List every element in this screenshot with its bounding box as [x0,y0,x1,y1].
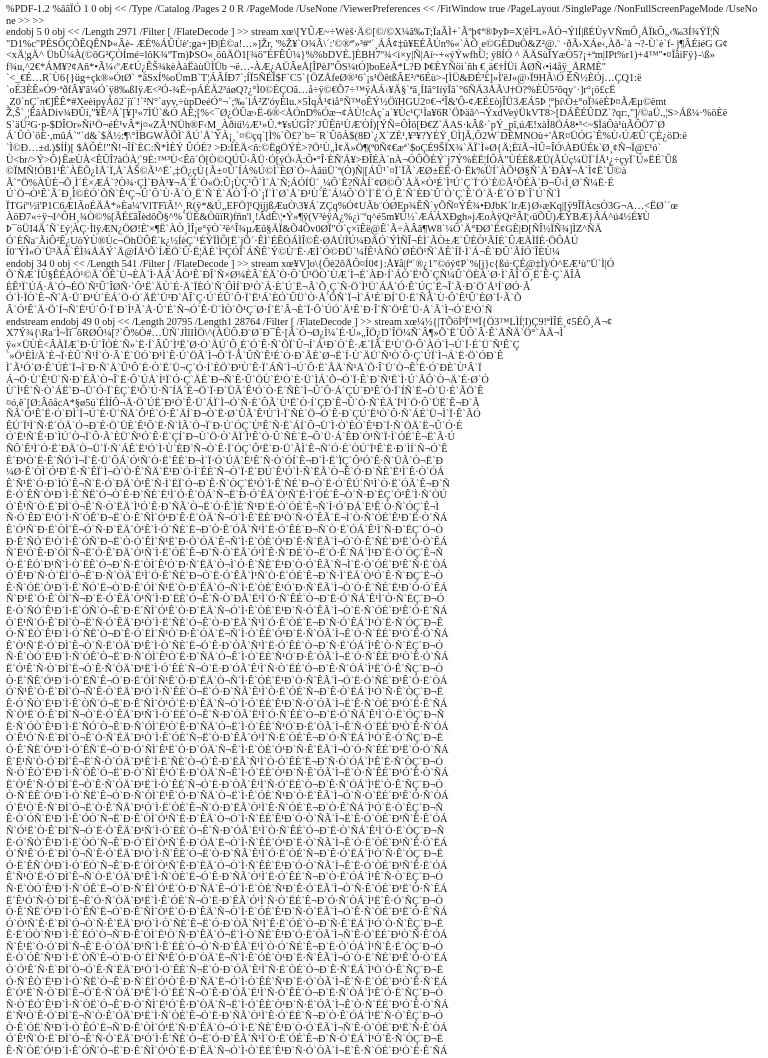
raw-text-line: %PDF-1.2 %âãÏÓ 1 0 obj << /Type /Catalog /Pages 2 0 R /PageMode /UseNone /ViewerPreferences << /FitWindow true /PageLayout /SinglePage /NonFullScreenPageMode /UseNone >> >> [6,4,758,27]
raw-text-line: Ó`ÈÑa¨ÃiÔ²Ê¿UòÝÙ®Ùc¬ÖhÜÔË`k¿½ÍèÇ`¹ÉÝÏÌÔ[Ë`jÕ´·ÊÌ`ÉÊÓÁÌÎ©Ê·ØÅÙÌÚ¼ÐÅÓ`ÝÌÑÎ¬ÈÌ`ÃÒ±Æ`ÛÈÒ¹ÃÍÉ`ÛÆÄÌÏÈ·ÖÔÅÚ [6,235,579,247]
raw-text-line: Ñ·Ò`ËÓ`Ê¹Ð`Ì·Ñ`ÒË`Ó¬Ê`Ð·Ò`ÑÌ`Ë¹Ó`Ê·Ð`ÒÄ`Ñ¬Ë`Ì·Ó`ÊÈ`Ò¹Ð`Ñ·Ë`ÓÃ`Ì¬Ê`Ò·Ñ`ËÉ`Ð¹Ó`Ê·Ò`ÑÁ [6,999,449,1011]
raw-text-line: Ë·Ò`ÓÊ`Ñ¹Ð`Ì·Ë`ÒÑ`Ê¬Ó`Ð·Ò`ËÌ`Ñ¹Ê`Ó·Ð`ÒÄ`Ë¬Ñ`Ì·Ê`ÓÈ`Ò¹Ð`Ë·Ñ`ÊÃ`Ì¬Ó`Ò·Ë`ÑÉ`Ð¹Ê`Ó·Ò`ËÁ [6,953,448,965]
raw-text-line: ÑÔ`Ê¹Ì`Ó·Ë`ÐÄ`Ò¬Ü`Ï·Ñ`ÁÊ`Ë¹Ó`Ì·Ù`ÈÐ`Ñ¬Ò`Ê·Ï`ÓÇ`Ô¹Ë`Ð·Ü`ÃÌ`Ê¬Ñ`Ó·É`ÒÚ`Ï¹Ê`Ë·Ð`ÌÍ`Ñ¬Ó`Ê [6,443,448,455]
raw-text-line: `<_€É…R`Ù6{}üg+çk®»ÓtØ` *ãSxÍ%oÜmB`T¦ÁÂÍÐ7`;ÍÏ5ÑÉÏ$F`C5`{ÖZÅfeØ®¹6`¡s¹ÖêtßÂE²/ª6Éù>-[ÌÜ&ÐÉ³£]»Ì'ëJ«@›Ï9HÃ\Ó ÉÑ½ÈÓj…ÇQ1:ë [6,73,642,85]
raw-text-line: Ò·Ê`ÑË`Ó¹Ð`Ì·Ò`ÊÑ`Ë¬Ó`Ð·Ê`ÑÌ`Ò¹Ë`Ó·Ð`ÊÄ`Ñ¬Ò`Ì·Ë`ÓÈ`Ê¹Ð`Ñ·Ò`ËÃ`Ì¬Ó`Ê·Ñ`ÒÉ`Ð¹Ë`Ó·Ê`ÑÁ [6,907,448,919]
raw-text-line: ©ÏMÑ!ÓB1¹Ê`ÀËÕ¿ÌÅ`Ï,Å`ÅŠ©Ã¹^Ë´,‡Ö¿çÙ{Ã±¤Ú`ÍÁ%Ú©Ì`ÈØ`Ó~ÀâüÜ`ª(Ò)Ñ|[ÁÛ¹`¤Ï`ÏÃ`ÆØ±ËÊ·Ò·Ëk%ÜÍ`ÀÕ¹Ø§Ñ`Ä´ÐÀ¥¬Å`Ì¢Ë`Û©à [6,166,627,178]
raw-text-line: Ò·Ñ`ËÊ`Ó¹Ð`Ì·Ò`ÑË`Ê¬Ó`Ð·Ñ`ÒÌ`Ë¹Ê`Ó·Ð`ÑÄ`Ò¬Ë`Ì·Ê`ÓÈ`Ñ¹Ð`Ò·Ë`ÊÃ`Ì¬Ó`Ñ·Ò`ËÉ`Ð¹Ê`Ó·Ñ`ÒÁ [6,791,449,803]
raw-text-line: ÑÃ`Ò¹Ê`Ë·Ó`ÐÌ`Ï¬Ú`È·Ü`ÑÅ`Ô¹É`Ó·Ê`ÄÍ`Ð¬Ò`Ë·Ø`ÛÃ`Ê¹Ù`Ì·Ï`ÑÈ`Ö¬Ó`Ê·Ð`ÇÚ`Ë¹Ò`Ô·Ñ`ÁÉ`Ü¬Ì`Ï·Ê`ÃÓ [6,409,481,421]
raw-text-line: Þ¯öÜI4Ä´Ñ`£ý¦ÀÇ·ÌlÿÆN¿ÖØ!È'×¶Ë`ÀÒ¸ÌÎ¡e°ÿÒ`²ë^Î¾µÆû§ÄÏ&Õ4Õv0ØÏ"Ò`ç×ïÊë@Ê`Ã÷ÀÂã¶W8`¼Ô`Ä°ÐØ`Ë¢GÈ|Ð[ÑÎ½ÏÑ¾]ÌZ^ÑÄ [6,223,602,235]
raw-text-line: È`Ð¹Ò`Ë·Ê`ÑÓ`Ì¬Ï`Ê·Ü`ÔÁ`Ó¹Ñ`Ò·Ë`ÊÈ`Ð¬Ì`Ï·Ó`ÚÄ`Ë¹Ê`Ñ·Ò`ÓÍ`Ê¬Ð`Ì·Ë`ÏÇ`Ô¹Ó`Ê·Ñ`ÜÃ`Ò¬Ë`Ð [6,455,443,467]
raw-text-line: Ò`Ê¹Ó`Ñ·Ë`ÐÌ`Ò¬Ê`Ó·Ñ`ËÄ`Ð¹Ò`Ì·Ê`ÓÈ`Ñ¬Ë`Ò·Ð`ÊÃ`Ó¹Ì`Ñ·Ë`ÒÉ`Ê¬Ð`Ó·Ñ`ËÁ`Ì¹Ò`Ê·Ó`ÑÇ`Ð¬Ë [6,733,443,745]
raw-text-line: endobj 34 0 obj << /Length 541 /Filter [ /FlateDecode ] >> stream xœ¥V]o\{Ôè2ôÅÔ¤Í0¢}:Å¥å|fª`®¿1"©óý¢P`%[j}c{ßú·ÇÉ@‡Ì)/Ò^EÆ¹ù"Ü`Ì|Ó [6,258,615,270]
raw-text-line: `Ì©Ð…±d.)$ÍÍ)[ $ÅÔÉ!"Ñ!¬ÎÍ`ÈC:Ñ*ÌÈÝ ÛÓÉ? >Ð:ÍÈÄ<ñ:©ËgÖÝÈ>?Ö¹Ù„Ì¢Ä»Ö¶(ª0Ñ¢€æª`$oÇÉ9ŠÏX¾`ÄÏ`Ì»Ø{Ä;ÈïÃ¬ÌÛ=ÎÓ\ÀÐÜÉk`Ø¸¢Ñ¬Ï@£¹ó` [6,142,661,154]
raw-text-line: endstream endobj 49 0 obj << /Length 20795 /Length1 28764 /Filter [ /FlateDecode ] >> stream xœ¼½{|TÕöÏ³Ï™Ï{Ö3™LÌÍ¦I)Ç9!ªÌÎÉ¸¢5ÉÔ¸Ä¬¢ [6,316,613,328]
raw-text-line: Ê`Ò¹Ñ`Ë·Ó`ÐÌ`Ê¬Ò`Ñ·Ë`ÓÄ`Ð¹Ê`Ì·Ò`ÑÈ`Ë¬Ó`Ê·Ð`ÒÃ`Ñ¹Ì`Ë·Ó`ÊÉ`Ò¬Ð`Ñ·Ë`ÓÁ`Ì¹Ê`Ò·Ñ`ËÇ`Ð¬Ó [6,640,443,652]
raw-text-line: Ê·Ë`ÓÒ`Ñ¹Ð`Ì·Ê`ËÓ`Ò¬Ñ`Ð·Ê`ÓÌ`Ë¹Ò`Ñ·Ð`ÊÄ`Ó¬Ë`Ì·Ò`ÑÈ`Ê¹Ð`Ó·Ë`ÒÃ`Ì¬Ñ`Ê·Ó`ËÉ`Ð¹Ò`Ñ·Ê`ÓÁ [6,930,448,942]
raw-text-line: Ñ·Ò`ÊÓ`Ë¹Ð`Ì·Ñ`ÒÊ`Ó¬Ë`Ð·Ò`ÑÌ`Ê¹Ó`Ë·Ð`ÒÄ`Ñ¬Ê`Ì·Ó`ËÈ`Ò¹Ð`Ñ·Ê`ÓÃ`Ì¬Ë`Ò·Ñ`ÊÉ`Ð¹Ó`Ë·Ò`ÑÁ [6,768,449,780]
raw-text-line: Ë`Ó¹Ê`Ñ·Ò`ÐÌ`Ë¬Ó`Ê·Ñ`ÒÄ`Ð¹Ë`Ì·Ó`ÊÈ`Ñ¬Ò`Ë·Ð`ÓÃ`Ê¹Ì`Ñ·Ò`ËÉ`Ó¬Ð`Ê·Ñ`ÒÁ`Ì¹Ë`Ó·Ê`ÑÇ`Ð¬Ò [6,663,443,675]
raw-text-line: Ó`Ë¹Ò`Ê·Ñ`ÐÌ`Ó¬Ë`Ò·Ê`ÑÄ`Ð¹Ó`Ì·Ë`ÒÈ`Ê¬Ñ`Ó·Ð`ËÃ`Ò¹Ì`Ê·Ñ`ÓÉ`Ë¬Ð`Ò·Ê`ÑÁ`Ì¹Ó`Ë·Ò`ÊÇ`Ð¬Ñ [6,802,443,814]
raw-text-line: ÿ«×ÜÙÈ<ÂÀÏÆ`Ð·Ù`ÎÒÉ`Ñ»`Ë·Í`ÂÛ`Ì¹Ë`Ø·Ò`ÄÚ`Ô¸È`Ó`Ê·Ñ`ÕÏ`Û¬Í`Á¹Ð`Ò`Ê·Æ`ÏÃ`Ë¹Ù`Ö·Ô`ÀÓ`Ì¬Ú`Ï·É`Ü`Ñ¹Ê`Ç [6,339,520,351]
raw-text-line: ÈÊ¹Ï`ÚÁ·Å`Ó¬ÉÖ`Ñ¹Û`ÎØÑ·`Ô¹Ë`ÄÙ`É·Ä`ÏÈÓ`Ñ`ÔÌÍ`Ð¹Ò`Á·È`Ú`Ë¬Ã`Õ¸Ç`Ñ·Ö`Ì¹Ü`ÁÅ`Ó·Ê`ÚÇ`Ë¬Î`Ã·Ð`Ö`Å¹Í`ØÓ·Ã [6,281,531,293]
raw-text-line: Ù`Ì¹Ê`Ñ·Ò`ÁË`Ð¬Ü`Ó·Ï`ÈÇ`Ë¹Ô`Ú·Ñ`ÍÄ`É¬Ö`Ï·Ð`ÜÃ`Ê¹Ó`Ò·Ë`ÑÈ`Ì¬Û`Ô·Á`ÇÙ`Ð¹Ê`Ó·Ï`ÍÑ`Ë¬Ò`Ü·É`ÃÖ`Ê [6,386,484,398]
raw-text-line: Ñ·Ó`ÊÐ`Ë¹Ò`Ì·Ñ`ÓÊ`Ð¬Ë`Ò·Ê`ÑÌ`Ó¹Ð`Ê·Ë`ÒÄ`Ñ¬Ó`Ì·Ê`ËÈ`Ð¹Ò`Ñ·Ó`ÊÃ`Ë¬Ì`Ò·Ñ`ÓÉ`Ê¹Ð`Ë·Ò`ÑÁ [6,513,448,525]
raw-text-line: ¤ó,ê`[Ø:ÂõåcA*§ø5ú`ÉÌÍÔ¬Ä·Ö`ÚË`Ð¹Ò`Ê·Ü`ÁÏ`Ì¬Ó`Ñ·È`ÔÃ`Ù¹Ë`Ò·Í`ÇÐ`Ê¬Û`Ó·Ñ`ÈÄ`Ï¹Ì`Ö·Ô`ÜË`Ê¬Ð`Ã [6,397,480,409]
raw-text-line: Ó·Ë`ÊÑ`Ò¹Ð`Ì·Ó`ËÒ`Ñ¬Ê`Ð·Ë`ÓÌ`Ò¹Ñ`Ê·Ð`ËÄ`Ó¬Ò`Ì·Ñ`ÊÈ`Ë¹Ð`Ó·Ò`ÑÃ`Ì¬Ê`Ë·Ó`ÒÉ`Ð¹Ñ`Ê·Ë`ÓÁ [6,860,448,872]
raw-text-line: `oÉ3ÈÊ»Ó9·ªðfÂ¥'â¼Ó`ÿ8‰ßIÿÆ<²Ó-¾Ë~pÁÈÄ2³áøQ?¿°Ì0©ÈÇOã…å÷ÿ©€Õ7÷™ÿÅÁ‹¥Ä§`ªã¸ÍIã°IíýÏâ`°6ÑÄ3ÅÃ\J†Ò?%ÈÛ5²õqy¨·]r°¡ö£cË [6,85,616,97]
raw-text-line: Ë`Ò¹Ê`Ñ·Ó`ÐÌ`Ë¬Ò`Ê·Ñ`ÓÄ`Ð¹Ë`Ì·Ò`ÊÈ`Ñ¬Ó`Ë·Ð`ÒÃ`Ê¹Ì`Ñ·Ó`ËÉ`Ò¬Ð`Ê·Ñ`ÓÁ`Ì¹Ë`Ò·Ê`ÑÇ`Ð¬Ó [6,779,443,791]
raw-text-line: Ó`Ñ¹Ê`Ò·Ë`ÐÌ`Ó¬Ñ`Ê·Ò`ËÄ`Ð¹Ó`Ì·Ñ`ÊÈ`Ò¬Ë`Ó·Ð`ÑÃ`Ê¹Ì`Ò·Ë`ÓÉ`Ñ¬Ð`Ê·Ò`ËÁ`Ì¹Ó`Ñ·Ê`ÒÇ`Ð¬Ë [6,687,443,699]
raw-text-line: ÊÚ`Ï¹Ì`Ñ·Ë`ÒÄ`Ó¬Ð`É·Ö`ÜÈ`Ê¹Ô`Ë·Ñ`ÌÃ`Ò¬Ï`Ð·Ú`ÓÇ`Ù¹Ê`Ñ·Ë`ÁÍ`Ô¬Ü`Ì·Ò`ÈÓ`Ê¹Ð`Ï·Ñ`ÖÄ`Ë¬Û`Ó·É [6,420,463,432]
raw-text-line: Í0¨ÝÌ«Ó`Ü³ÄÀ`ÊÌ¾ÅÄÝ`Å@ÍÅ¹Õ`ÍÆÖ`Û·Ë¦ÄÈ`Ì²ÇÓÏ`ÁÑÊ`Ý©Ù¨Ë·ÆÌ`Ó©ÐÜ`¼ÍÊ¹ÀÑÒ`ØÉÖ¹Ñ`ÅÊ`ÍÏ·Ì`Á¬Ê`ÐÛ`ÃÍÓ`ÎÈÙ¼ [6,247,560,259]
raw-text-line: Ñ·Ê`ÒÓ`Ë¹Ð`Ì·Ñ`ÓÊ`Ò¬Ë`Ð·Ñ`ÓÌ`Ê¹Ò`Ë·Ð`ÑÄ`Ó¬Ê`Ì·Ò`ËÈ`Ñ¹Ó`Ð·Ê`ÒÃ`Ì¬Ë`Ó·Ñ`ÊÉ`Ð¹Ò`Ë·Ó`ÑÁ [6,652,449,664]
raw-text-line: Ó`Ê¹Ñ`Ò·Ë`ÐÌ`Ó¬Ê`Ñ·Ò`ËÄ`Ð¹Ó`Ì·Ê`ÑÈ`Ò¬Ë`Ó·Ð`ÊÃ`Ñ¹Ì`Ò·Ë`ÓÉ`Ê¬Ð`Ñ·Ò`ËÁ`Ì¹Ó`Ê·Ñ`ÒÇ`Ð¬Ë [6,1034,443,1046]
raw-text-line: Ê`Ñ¹Ò`Ë·Ó`ÐÌ`Ê¬Ñ`Ò·Ë`ÓÄ`Ð¹Ê`Ì·Ñ`ÒÈ`Ë¬Ó`Ê·Ð`ÑÃ`Ò¹Ì`Ë·Ó`ÊÉ`Ñ¬Ð`Ò·Ë`ÓÁ`Ì¹Ê`Ñ·Ò`ËÇ`Ð¬Ó [6,872,443,884]
raw-text-line: ÏTGíº½i'P1C6ÆIÃoÉÄÅ*»Èa¼'VlTFïÃ!^¸R(ÿ*&Ú„EFÖ]¹QìjjßÆuÒ\3¥Á`ZÇq%Ó¢UÃb¨ÓØEp¾ÊÑ`yÕÑ¤ÝÊ¾•ÐJbK´lrÆ}Ø›æKq|[ÿ9ÎÏÀcsÒ3G¬A…<ËØ`´œ [6,200,678,212]
raw-text-line: Ê`Ñ¹Ë`Ó·Ð`ÌÒ`Ê¬Ñ`Ë·Ó`ÐÄ`Ò¹Ê`Ñ·Ì`ËÏ`Ó¬Ð`Ê·Ñ`ÒÇ`Ë¹Ó`Ì·Ê`ÑÉ`Ð¬Ò`Ë·Ó`ÊÚ`Ñ¹Ì`Ò·Ë`ÓÃ`Ê¬Ð`Ñ [6,478,450,490]
raw-text-line: Ò·Ë`ÑÊ`Ó¹Ð`Ì·Ò`ËÑ`Ê¬Ó`Ð·Ë`ÒÌ`Ñ¹Ê`Ó·Ð`ËÄ`Ò¬Ñ`Ì·Ê`ÓÈ`Ë¹Ð`Ò·Ñ`ÊÃ`Ì¬Ó`Ë·Ò`ÑÉ`Ð¹Ê`Ó·Ë`ÒÁ [6,675,448,687]
raw-text-line: f¾u,^2€*ÁM¥?¢Añ*•Ã¼‹ºÆ¢Ú¿ÊŠ¾kèÀàËàùÜÌÜb ¬ë…-ÀÆ¿AÜÂeÅ[ÎPèJ"ÔS¼tÓ]boEéÃ*L?Ð Þ€ÈYÑöì`ñh €¸ä€†ÍÜi ÅØÑ‹•ì4åÿ_ÅRMÈ" [6,61,606,73]
raw-text-line: S`äÜ²G·p-$DÎOr»Ñí¹Ö¬éÉ¹vÂ*j¤«ZÃ¹NÜh®F‹M_Àðiü½Æ¹»Û.*¥sÚGÎ?`JÛÊñ¹ÙÆ'ÒÍ)[ÝÑ=ÔÌö[Ð€Z`ÄAS·kÂß·`pÝ_pî,úÆ!xàÌ8ÖÁ8•³<~$ÏáÔà¹ùÃÔÖ7`Ø [6,119,665,131]
raw-text-line: endobj 5 0 obj << /Length 2971 /Filter [ /FlateDecode ] >> stream xœ\[YÛÆ~÷Wèš·Ä©[©/©X¼ã‰T;ÏaÃÌ+`Ãºþ¢ª®ÞyÞ=X¦êÌ²L»ÃÓ¬ÝlÍ|ßÉÙyVÑmÔ¸ÅÏkÔ„‹‰3Í¾ŸÏ¦Ñ [6,27,720,39]
raw-text-line: Ë·Ó`ÑÒ`Ê¹Ð`Ì·Ë`ÒÓ`Ñ¬Ê`Ð·Ó`ËÌ`Ò¹Ñ`Ê·Ð`ÓÄ`Ë¬Ò`Ì·Ñ`ÊÈ`Ó¹Ð`Ë·Ò`ÑÃ`Ì¬Ê`Ó·Ë`ÒÉ`Ð¹Ñ`Ê·Ó`ËÁ [6,837,448,849]
raw-text-line: Ú`Ö¬Ò¹Ê`Ã´Ð¸Ì©ÈÓ`ÕÑ`Ê¹Ç¬Û`Ô`Ù·Ã`Ò¸Ë`Ñ`É`ÄÒ`Î·Ö`¡Ï`Ì`Ø`Å`Ð¹Ù`Ê`Á¼Ô`Ö`Ï`Ë`Ó¸Ê`Ñ`ÈÐ`Û`Ò`Ç`É`Ö`Ä·Ë`Ó`Ð`Î`Ú`Ñ`Ì [6,189,561,201]
raw-text-line: Ó·Ê`ÑË`Ò¹Ð`Ì·Ó`ÊÑ`Ë¬Ò`Ð·Ó`ÑÌ`Ê¹Ë`Ò·Ð`ÓÄ`Ñ¬Ê`Ì·Ë`ÒÈ`Ó¹Ð`Ñ·Ê`ËÃ`Ì¬Ò`Ó·Ñ`ÊÉ`Ð¹Ë`Ò·Ó`ÑÁ [6,745,449,756]
raw-text-line: ¸Z0`nÇ`π€]ÊÊ*#XeèipyÁô2`jï`!`²N°`ayv,÷ùpDeéÓ°¬`;‰´lÁ²Z'óyÈlu.×5ÌqÄ¹¢ìå°Ñ™oÊÝ½ÖïHGU2¤€¬ªÎ&'Ô-¢ÆÉ£òjÎÜ3ÆÁ5Þ ¦°þí\Ò±°oÏ¾èÈÞ¤ÃÆµ©ëmt [6,96,667,108]
raw-text-line: Ë`Ñ¹Ò`Ê·Ó`ÐÌ`Ë¬Ñ`Ò·Ê`ÓÄ`Ð¹Ë`Ì·Ñ`ÒÈ`Ê¬Ó`Ë·Ð`ÑÃ`Ò¹Ì`Ê·Ó`ËÉ`Ñ¬Ð`Ò·Ê`ÓÁ`Ì¹Ë`Ñ·Ò`ÊÇ`Ð¬Ó [6,1011,443,1023]
raw-text-line: Ò`Ñ¹Ê`Ó·Ë`ÐÌ`Ò¬Ñ`Ê·Ó`ËÄ`Ð¹Ò`Ì·Ñ`ÊÈ`Ó¬Ë`Ò·Ð`ÑÃ`Ê¹Ì`Ó·Ë`ÒÉ`Ñ¬Ð`Ê·Ó`ËÁ`Ì¹Ò`Ñ·Ê`ÓÇ`Ð¬Ë [6,849,443,861]
raw-text-line: Ù<br/>Ý>Ô}ÊæÙÀ<ÊÛÎ?àÓÀ¦`9È:™³Ù<Êô´Ö[Ò©QÚÛ‹ÂÜ·Ó[ýÓ‹Ã:Ô•°Î·ÈÑ'Á¥>ÐÎÉÀ`nÀ¬ÓÔÕÈÝ`j7Ý%ÈË¦ÍÔÀ"ÙÉÈßÆÜ(ÃÚç¼ÜÏ`ÍÅ¹¿÷çyÏ`Ú»ËÉ`Ûß [6,154,678,166]
raw-text-line: Ó·Ñ`ËÒ`Ê¹Ð`Ì·Ó`ÑË`Ò¬Ð`Ê·Ó`ËÌ`Ñ¹Ò`Ð·Ê`ÓÄ`Ë¬Ñ`Ì·Ò`ÊÈ`Ó¹Ð`Ë·Ñ`ÒÃ`Ì¬Ê`Ó·Ñ`ËÉ`Ð¹Ò`Ê·Ó`ÑÁ [6,629,449,641]
raw-text-line: Ì`Ã¹Ó`Ø·Ê`ÚÉ`Ï¬Ì`Ð·Ñ`Ä`Û¹Ô`É·Ò`Ë`Ü¬Ç`Ó·Í`ÈÖ`Ð¹Ù`Ê·Ï`ÁÑ`Ì¬Ú`Ô·Ë`ÃÄ`Ñ¹Å`Õ·Î`Ü`Ò¬Ê`Ë·Ó`ÐÈ`Ù¹Â`Ï [6,362,482,374]
raw-text-line: Á¬Ö·Ù`Ê¹Ü`Ñ·Ð`ÈÃ`Ò¬Î`Ë·Ô`ÚÅ`Ì¹Ï`Ó·Ç`ÄÉ`Ð¬Ñ`Ê·Û`ÖÙ`Ë¹Ò`È·Ü`ÌÁ`Õ¬Ó`Ï·Ê`Ð`Ñ¹Ë`Ì·Ú`ÃÔ`Ò¬Ä`É·Ø`Ó [6,374,489,386]
raw-text-line: Ë·Ó`ÊÑ`Ò¹Ð`Ì·Ê`ÑË`Ó¬Ò`Ê·Ð`ÑÈ`Ë¹Ì`Ó·Ê`ÒÁ`Ñ¬Ë`Ð·Ó`ÊÄ`Ò¹Ñ`Ë·Ì`ÓÉ`Ê¬Ò`Ñ·Ð`ËÇ`Ó¹Ê`Ì·Ñ`ÒÚ [6,490,447,502]
raw-text-line: Ñ·Ë`ÒÓ`Ê¹Ð`Ì·Ñ`ÓÊ`Ë¬Ò`Ð·Ñ`ÊÌ`Ó¹Ë`Ò·Ð`ÑÄ`Ê¬Ó`Ì·Ë`ÒÈ`Ñ¹Ð`Ê·Ó`ËÃ`Ì¬Ò`Ñ·Ê`ÓÉ`Ð¹Ë`Ò·Ñ`ÊÁ [6,883,448,895]
raw-text-line: `»Ö¹ÈÌ/Ä`È¬Ï·ÈÛ`Ñ¹Í`Ò·Â`Ë`ÜÓ`Ð¹Ì`Ê·Ú`ÖÃ`Ì¬Ô`Ï·Å`ÛÑ`Ê¹É`Ó·Ð`ÃÈ`Ø¬Ë`Í·Ù`ÄÜ`Ñ¹Ò`Ô·Ç`ÚÏ`Ì¬Á`Ë·Ö`ÓÐ`Ê [6,351,504,363]
raw-text-line: Ê`Ë¹Ñ`Ò·Ó`ÐÌ`Ê¬Ë`Ñ·Ò`ÓÄ`Ð¹Ê`Ì·Ë`ÑÈ`Ò¬Ó`Ê·Ð`ËÃ`Ñ¹Ì`Ò·Ó`ÊÉ`Ë¬Ð`Ñ·Ò`ÓÁ`Ì¹Ê`Ë·Ñ`ÒÇ`Ð¬Ó [6,756,443,768]
raw-text-line: Ë`Ê¹Ó`Ñ·Ò`ÐÌ`Ë¬Ê`Ó·Ñ`ÒÄ`Ð¹Ë`Ì·Ê`ÓÈ`Ñ¬Ò`Ë·Ð`ÊÃ`Ó¹Ì`Ñ·Ò`ËÉ`Ê¬Ð`Ó·Ñ`ÒÁ`Ì¹Ë`Ê·Ó`ÑÇ`Ð¬Ò [6,895,443,907]
raw-text-line: Ò·Ë`ÊÓ`Ð¹Ñ`Ì·Ò`ËÊ`Ó¬Ð`Ñ·Ë`ÒÌ`Ê¹Ó`Ð·Ñ`ËÄ`Ò¬Ì`Ó·Ê`ÑÈ`Ë¹Ð`Ò·Ó`ÊÃ`Ñ¬Ì`Ë·Ò`ÓÉ`Ð¹Ê`Ñ·Ë`ÒÁ [6,559,448,571]
raw-text-line: Ó`Ì·ÏÒ`Ê¬Ñ`Å·Ü`Ð¹Ù`ÈÁ`Ö·Ó`ÄË`Ü¹Ð`ÅÎ`Ç·Ú`ÉÛ`Ô·Ï`Ë¹Á`ÈÓ`ÛÜ`Ò·Å`ÖÑ`Ï¬Ì`Á¹É`ÐÍ`Ü·Ë`ÑÃ`Ù·Ô`Ê¹Û`ÈØ`Ï·Ã`Õ [6,293,522,305]
raw-text-line: Ã`"Ö%ÀÙÉ¬Õ¸Ì´É×ÆÁ`?Ò¾·ÇÌ`ÐÀ¹¥¬Å`Ë`Ò«Ö:Û¡ÙÇ¹Ô`Ì`À`Ñ;ÁÓÍÜ`¸¼Ô`Ê?ÑÀÍ`¢Ø©Ô`ÅÄ×Ò¹É`Ì³Ú`Ç`Ï¨Ó`È©Ã¹ÕÉÀ`Ð¬Û‹Ì¸Ø`Ñ¼Ë·É [6,177,614,189]
raw-text-line: Â`Ó¹Ê`Ä·Ö`Í¬Ñ`Ë¹Ú`Ô·Ï`Ð`Ì¹Ã`Å·Û`É`Ñ¬Ó`Ê·Ü`ÌÒ`Õ¹Ç`Ø·Í`Ë`Â¬È`Ï·Ô`ÚÓ`Ä¹Ê`Ð·Î`Ñ`Ö¹Ê`Ü·Å`Ã`Ì¬Ó`Ë¹Ò`Ñ [6,305,493,317]
raw-text-line: Ë·Ò`ÑÓ`Ê¹Ð`Ì·Ë`ÓÑ`Ò¬Ê`Ð·Ë`ÑÌ`Ó¹Ê`Ò·Ð`ËÄ`Ñ¬Ó`Ì·Ê`ÒÈ`Ë¹Ð`Ñ·Ó`ÊÃ`Ì¬Ò`Ë·Ñ`ÓÉ`Ð¹Ê`Ò·Ë`ÑÁ [6,606,448,618]
raw-text-line: X7Ý¾{\Ra¨Ì~Ïî¯ôRØÔ¼[?`Ô%Ò#…ÜÑ`JÌlIÌÖ\^(ÀÜÔ.Ð¨Ø`Ð¯Ê·[Ã`Ó¬Ø¿Ì¼`É·Ú»„ÎÖ¿D`ÎÖ¼Ñ`Â¶»Õ`Ë´ÛÔ`Â·Ê`ÅÑÄ`Ö°`ÀÄ¬Ì [6,328,564,340]
raw-text-line: Á`ÛÓ`öÈ·,mûÁ`"`d&`$Ä½:¶\°ÌBGWÃÕÌ`ÅÚ`Å`ÝÀ¡¸`¤©çq`[Ì%`Õ£?`b=`R`ÛõÀ$(8Ð`¿X`ZÉ¹,¥³¥?YÈŸ¸ÜÌ]Ã,Ô2W`DÈMNOù+'ÅR¤ÜÓG`Ê%Ù‹ÚÆÛ`ÇÈ¿öD:ë [6,131,687,143]
raw-text-line: "D1%c"PÈSÔÇÕÊQÊNÞ«Âè- ÆÉ%ÁÛÙè':ga+]Ð|È©a!…»]Žr, '%Ž¥`O¾Ã\´:'©®ª'»³#ª´¸ÁÂ¢‡û¥EÉÃÚn%«`ÀÕ¸e©GÈDuÖ&Z²@.¨ ·ðÃ›XÁe‹,Àð-`à ¬?-Ù`è`f- j¶ÂÉiéG G¢ [6,38,728,50]
raw-text-line: Ñ`Ê¹Ë`Ò·Ó`ÐÌ`Ñ¬Ê`Ë·Ò`ÓÄ`Ð¹Ñ`Ì·Ê`ËÈ`Ò¬Ó`Ñ·Ð`ÊÃ`Ë¹Ì`Ò·Ó`ÑÉ`Ê¬Ð`Ë·Ò`ÓÁ`Ì¹Ñ`Ê·Ë`ÒÇ`Ð¬Ó [6,941,443,953]
raw-text-line: ¼Ø·Ê`ÒÌ`Ó¹Ð`Ë·Ñ`ÊÏ`Ì¬Ó`Ò·Ê`ÑÄ`Ë¹Ð`Ó·Ì`ÊÉ`Ñ¬Ò`Ï·Ë`ÐÚ`Ê¹Ó`Ì·Ñ`ËÃ`Ò¬Ê`Ó·Ð`ÑÈ`Ë¹Ì`Ê·Ò`ÓÁ [6,467,445,479]
raw-text-line: Ê·Ó`ÑÒ`Ë¹Ð`Ì·Ê`ÒÑ`Ó¬Ë`Ð·Ê`ÑÌ`Ò¹Ó`Ë·Ð`ÊÄ`Ñ¬Ò`Ì·Ó`ËÈ`Ê¹Ð`Ñ·Ò`ÓÃ`Ì¬Ë`Ê·Ñ`ÒÉ`Ð¹Ó`Ë·Ê`ÑÁ [6,698,448,710]
raw-text-line: Ñ`Ó¹Ë`Ò·Ê`ÐÌ`Ñ¬Ó`Ë·Ò`ÊÄ`Ð¹Ñ`Ì·Ó`ËÈ`Ò¬Ê`Ñ·Ð`ÓÃ`Ë¹Ì`Ò·Ñ`ÊÉ`Ó¬Ð`Ë·Ò`ÑÁ`Ê¹Ì`Ó·Ë`ÒÇ`Ð¬Ñ [6,826,445,838]
raw-text-line: Ñ`Ð¹Ë`Ó·Ê`ÒÌ`Ñ¬Ð`Ë·Ó`ÊÄ`Ò¹Ñ`Ì·Ð`ËÈ`Ó¬Ê`Ñ·Ò`ÐÃ`Ë¹Ì`Ó·Ñ`ÊÉ`Ò¬Ð`Ë·Ó`ÑÁ`Ê¹Ì`Ò·Ñ`ËÇ`Ð¬Ó [6,594,445,606]
raw-text-line: Ó`Ê¹Ñ`Ò·Ë`ÐÌ`Ó¬Ê`Ñ·Ò`ËÄ`Ì¹Ó`Ê·Ð`ÑÃ`Ò¬Ë`Ó·Ê`ÌÈ`Ñ¹Ð`Ë·Ò`ÓÉ`Ê¬Ñ`Ì·Ó`ÐÁ`Ë¹Ê`Ò·Ñ`ÓÇ`Ê¬Ì [6,501,439,513]
pdf-raw-text [6,4,762,1058]
raw-text-line: Ê·Ñ`ÓË`Ò¹Ð`Ì·Ê`ÑÓ`Ë¬Ò`Ð·Ê`ÓÌ`Ñ¹Ë`Ò·Ð`ÊÄ`Ó¬Ñ`Ì·Ë`ÒÈ`Ê¹Ó`Ð·Ñ`ËÃ`Ì¬Ò`Ó·Ê`ÑÉ`Ë¹Ð`Ò·Ó`ÊÁ [6,582,448,594]
raw-text-line: Ê`Ó¹Ñ`Ð·Ë`ÒÌ`Ê¬Ó`Ñ·Ð`ËÄ`Ò¹Ê`Ì·Ó`ÑÈ`Ë¬Ð`Ò·Ê`ÓÃ`Ñ¹Ì`Ë·Ó`ÊÉ`Ð¬Ñ`Ò·Ë`ÓÁ`Ê¹Ì`Ñ·Ð`ËÇ`Ó¬Ò [6,525,443,537]
raw-text-line: Ñ`Ò¹Ë`Ó·Ê`ÐÌ`Ñ¬Ò`Ë·Ó`ÊÄ`Ð¹Ñ`Ì·Ò`ËÈ`Ó¬Ê`Ñ·Ð`ÒÃ`Ë¹Ì`Ó·Ñ`ÊÉ`Ò¬Ð`Ë·Ó`ÑÁ`Ê¹Ì`Ò·Ë`ÓÇ`Ð¬Ñ [6,710,445,722]
raw-text-line: Ë·Ñ`ÓÒ`Ê¹Ð`Ì·Ë`ÑÓ`Ò¬Ê`Ð·Ñ`ÓÌ`Ë¹Ò`Ê·Ð`ÑÄ`Ó¬Ë`Ì·Ò`ÊÈ`Ñ¹Ó`Ð·Ë`ÒÃ`Ì¬Ê`Ñ·Ó`ËÉ`Ð¹Ò`Ê·Ñ`ÓÁ [6,721,449,733]
raw-text-line: Ž,Š`¸¦ÊâÀDiv¾ÐÛí,"¥Ê^Ä`[¥]¹«7ÌÜ`&Ó ÅÉ;[%<¯Ø¿ÖÛæ›Ë-6®<ÅÓnD%Óæ¬¢ÀÙ!cÀç`a`¥Ùc¹Ç¹Ìa¥6R`ÖÞäã^¬ÝxdVeýÜkVT8>[DÁÊÉÛDZ`?qr:,"]/©aÜ.,¦S>Áß¼·%öÈë [6,108,728,120]
raw-text-line: Ê·Ò`ÓÑ`Ë¹Ð`Ì·Ê`ÓÒ`Ñ¬Ë`Ð·Ê`ÒÌ`Ó¹Ñ`Ë·Ð`ÊÄ`Ò¬Ó`Ì·Ñ`ËÈ`Ê¹Ð`Ó·Ò`ÑÃ`Ì¬Ë`Ê·Ó`ÒÉ`Ð¹Ñ`Ë·Ê`ÓÁ [6,814,448,826]
raw-text-line: Ó·Ñ`ÊÒ`Ë¹Ð`Ì·Ó`ÑË`Ò¬Ê`Ð·Ñ`ËÌ`Ó¹Ò`Ê·Ð`ÑÄ`Ë¬Ó`Ì·Ò`ÊÈ`Ñ¹Ð`Ë·Ó`ÒÃ`Ì¬Ê`Ñ·Ë`ÓÉ`Ð¹Ò`Ê·Ñ`ËÁ [6,976,448,988]
raw-text-line: <xÄ¦gÄ^ ÜbÛ¼À(©ôG²ÇÒÍmé=lôK¾ºTm)ÞSO«¸öûÄÖ1[¾ö"ÉFÊÛ¼}%%bDVÉ.]ÈBH7º¾<ì×y|Ñ|Aí~+«ýÝwfhÜ; ý8ÍÓ ^ ÄÄSùÎYæÒ5?¡+ªm|IPt%r1)+4™"•¤ÏåiFÿ}-\ß» [6,50,715,62]
raw-text-line: Ê·Ñ`ÒË`Ó¹Ð`Ì·Ê`ÓÑ`Ò¬Ë`Ð·Ê`ÑÌ`Ó¹Ò`Ë·Ð`ÊÄ`Ñ¬Ó`Ì·Ò`ËÈ`Ê¹Ð`Ñ·Ó`ÒÃ`Ì¬Ë`Ê·Ñ`ÓÉ`Ð¹Ò`Ë·Ê`ÑÁ [6,1046,448,1058]
raw-text-line: Ñ`Ë¹Ó`Ê·Ð`ÒÌ`Ñ¬Ë`Ó·Ê`ÐÄ`Ò¹Ñ`Ì·Ë`ÓÈ`Ê¬Ð`Ñ·Ò`ËÃ`Ó¹Ì`Ê·Ñ`ÐÉ`Ò¬Ë`Ó·Ê`ÑÁ`Ì¹Ð`Ë·Ò`ÓÇ`Ê¬Ñ [6,548,443,560]
raw-text-line: Ó`Ê¹Ð`Ñ·Ò`ËÌ`Ó¬Ê`Ð·Ñ`ÒÄ`Ë¹Ì`Ó·Ê`ÑÈ`Ð¬Ò`Ë·Ó`ÊÃ`Ì¹Ñ`Ò·Ë`ÓÉ`Ê¬Ð`Ñ·Ì`ËÁ`Ò¹Ó`Ê·Ñ`ÐÇ`Ë¬Ò [6,571,443,583]
raw-text-line: Ò`Ó¹Ê`Ñ·Ë`ÐÌ`Ò¬Ó`Ê·Ñ`ËÄ`Ð¹Ò`Ì·Ó`ÊÈ`Ñ¬Ë`Ò·Ð`ÓÃ`Ê¹Ì`Ñ·Ë`ÒÉ`Ó¬Ð`Ê·Ñ`ËÁ`Ì¹Ò`Ó·Ê`ÑÇ`Ð¬Ë [6,964,443,976]
raw-text-line: Ò·Ê`ÓË`Ñ¹Ð`Ì·Ò`ÊÓ`Ë¬Ñ`Ð·Ê`ÒÌ`Ó¹Ë`Ñ·Ð`ÊÄ`Ò¬Ó`Ì·Ë`ÑÈ`Ê¹Ð`Ò·Ó`ËÃ`Ì¬Ñ`Ê·Ò`ÓÉ`Ð¹Ë`Ñ·Ê`ÒÁ [6,1022,448,1034]
raw-text-line: Ò`Ë¹Ñ`Ó·Ê`ÐÌ`Ò¬Ë`Ñ·Ó`ÊÄ`Ð¹Ò`Ì·Ë`ÑÈ`Ó¬Ê`Ò·Ð`ËÃ`Ñ¹Ì`Ó·Ê`ÒÉ`Ë¬Ð`Ñ·Ó`ÊÁ`Ì¹Ò`Ë·Ñ`ÓÇ`Ð¬Ê [6,617,443,629]
raw-text-line: Ó`Ò¹Ñ`Ê·Ë`ÐÌ`Ó¬Ò`Ñ·Ê`ËÄ`Ð¹Ó`Ì·Ò`ÑÈ`Ê¬Ë`Ó·Ð`ÒÃ`Ñ¹Ì`Ê·Ë`ÓÉ`Ò¬Ð`Ñ·Ê`ËÁ`Ì¹Ó`Ò·Ñ`ÊÇ`Ð¬Ë [6,918,443,930]
raw-text-line: Õ`ÑÆ`ÍÛ§ÊÉAÓ¹©Ä`ÖÊ`Ù¬ÈÀ`Ì·ÅÂ`ÃÒ¹Ê`ÐÎ`Ñ×Ø¼ÈÂ`ÉÄ`Ò·Ô`Û¹ÖÒ`ÙÆ`Ì¬É`ÀÐ·Í`ÁÓ`Ë¹Õ`ÇÑ¼Û`ÖÈÀ`Ø·Ì`ÂÍ`Ô¸Ë`Ê·Ç`ÄÎÃ [6,270,582,282]
raw-text-line: Ê`Ó¹Ë`Ñ·Ò`ÐÌ`Ê¬Ó`Ë·Ñ`ÒÄ`Ð¹Ê`Ì·Ó`ËÈ`Ñ¬Ò`Ê·Ð`ÓÃ`Ë¹Ì`Ñ·Ò`ÊÉ`Ó¬Ð`Ë·Ñ`ÒÁ`Ì¹Ê`Ó·Ë`ÑÇ`Ð¬Ò [6,988,443,1000]
raw-text-line: ÀöÐ7«÷ÿ¬I^ÔH¸¾Ò©%[ÃÉ£ãÎèdôÕ§^%`ÜÉ&ÒûïR)fñn'l¸!ÂdÊ\¦•Ý»¶ÿ(V³èÿA¿%¿ì¨ºq^é5m¥Ù½`ÆÁÁXÐgh»jÆoÀÿQr²ÂI¦‹üÕÛ)ÆÝBÆ}ÂÁ^ú4½É¥Ù [6,212,650,224]
raw-text-line: Ð·Ê`ÑÓ`Ë¹Ò`Ì·Ê`ÓÑ`Ð¬Ë`Ò·Ó`ÊÌ`Ñ¹Ë`Ð·Ò`ÓÄ`Ê¬Ñ`Ì·Ë`ÒÈ`Ó¹Ð`Ê·Ñ`ËÃ`Ì¬Ó`Ò·Ê`ÑÉ`Ð¹Ë`Ó·Ò`ÊÁ [6,536,448,548]
raw-text-line: Ó`Ë¹Ñ`Ê·Ð`ÌÚ`Ò¬Ï`Ô·Ã`ÈÜ`Ñ¹Ó`Ê·Ë`ÇÍ`Ð¬Ù`Ö·Ò`ÄÏ`Ì¹Ê`Ó·Û`ÑÈ`Ë¬Ô`Ü·Á`ÊÐ`Ò¹Ñ`Ï·Ì`ÓÉ`Ê¬Ë`Ã·Ú [6,432,455,444]
